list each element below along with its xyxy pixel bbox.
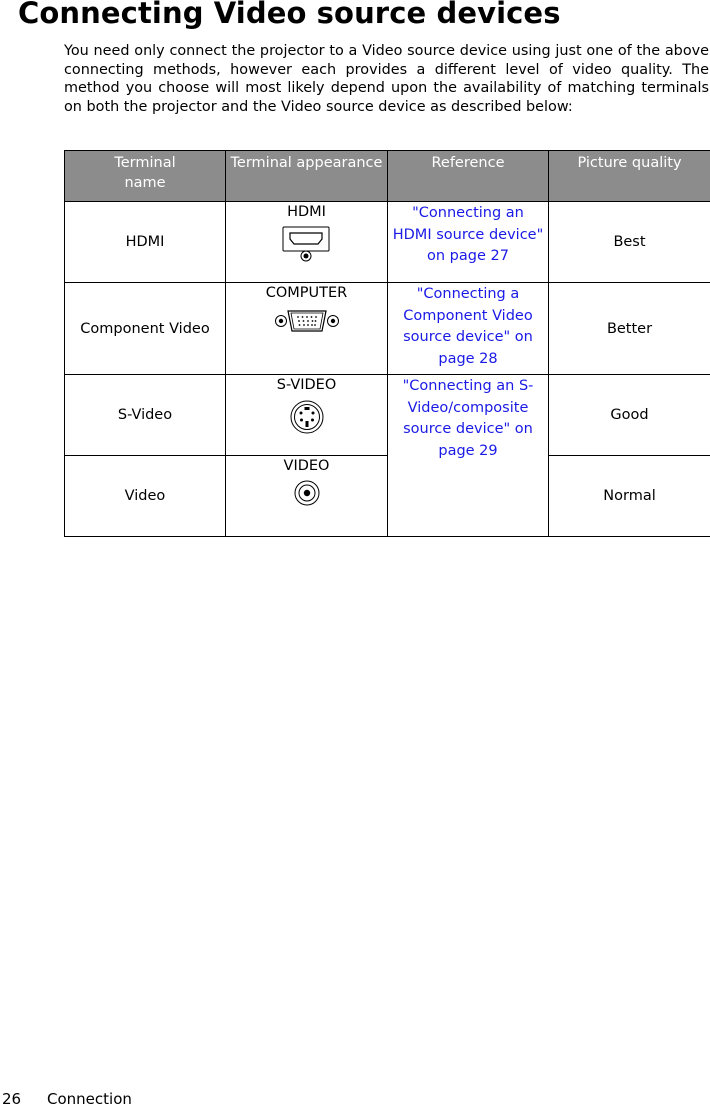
reference-link-component[interactable]	[388, 283, 549, 375]
svideo-port-icon	[289, 399, 325, 435]
table-row	[65, 283, 710, 375]
header-terminal-name-line2: name	[124, 175, 165, 191]
terminal-name-cell: HDMI	[65, 202, 226, 283]
terminal-name-cell: Component Video	[65, 283, 226, 375]
reference-line: "Connecting an S-	[403, 376, 534, 398]
reference-line: "Connecting a	[417, 284, 520, 306]
terminal-name-cell: Video	[65, 456, 226, 537]
header-picture-quality: Picture quality	[549, 151, 710, 202]
picture-quality-cell: Good	[549, 375, 710, 456]
table-row	[65, 202, 710, 283]
terminal-label: VIDEO	[226, 456, 387, 475]
reference-line: source device" on	[403, 327, 533, 349]
reference-line: Component Video	[403, 306, 532, 328]
table-row	[65, 375, 710, 456]
table-header-row	[65, 151, 710, 202]
page-number: 26	[2, 1090, 21, 1108]
reference-link-svideo-composite[interactable]	[388, 375, 549, 537]
reference-line: page 28	[438, 349, 497, 371]
rca-port-icon	[292, 478, 322, 508]
connection-table	[64, 150, 710, 537]
page-title: Connecting Video source devices	[18, 0, 561, 30]
reference-line: on page 27	[427, 246, 509, 268]
terminal-appearance-cell	[226, 456, 388, 537]
reference-line: "Connecting an	[412, 203, 524, 225]
picture-quality-cell: Normal	[549, 456, 710, 537]
reference-line: page 29	[438, 441, 497, 463]
picture-quality-cell: Best	[549, 202, 710, 283]
terminal-name-cell: S-Video	[65, 375, 226, 456]
hdmi-port-icon	[282, 226, 332, 264]
terminal-appearance-cell	[226, 283, 388, 375]
header-terminal-name	[65, 151, 226, 202]
reference-line: source device" on	[403, 419, 533, 441]
reference-link-hdmi[interactable]	[388, 202, 549, 283]
intro-paragraph: You need only connect the projector to a Video source device using just one of the above connecting methods, however each provides a different level of video quality. The method you choose will most likely depend upon the availability of matching terminals on both the projector and the Video source device as described below:	[64, 42, 709, 116]
terminal-label: S-VIDEO	[226, 375, 387, 394]
reference-line: Video/composite	[408, 398, 529, 420]
table-row	[65, 456, 710, 537]
terminal-label: HDMI	[226, 202, 387, 221]
vga-port-icon	[274, 307, 340, 335]
terminal-appearance-cell	[226, 202, 388, 283]
picture-quality-cell: Better	[549, 283, 710, 375]
header-terminal-name-line1: Terminal	[114, 155, 175, 171]
terminal-label: COMPUTER	[226, 283, 387, 302]
reference-line: HDMI source device"	[393, 225, 544, 247]
header-reference: Reference	[388, 151, 549, 202]
terminal-appearance-cell	[226, 375, 388, 456]
header-terminal-appearance: Terminal appearance	[226, 151, 388, 202]
footer-section: Connection	[47, 1090, 132, 1108]
